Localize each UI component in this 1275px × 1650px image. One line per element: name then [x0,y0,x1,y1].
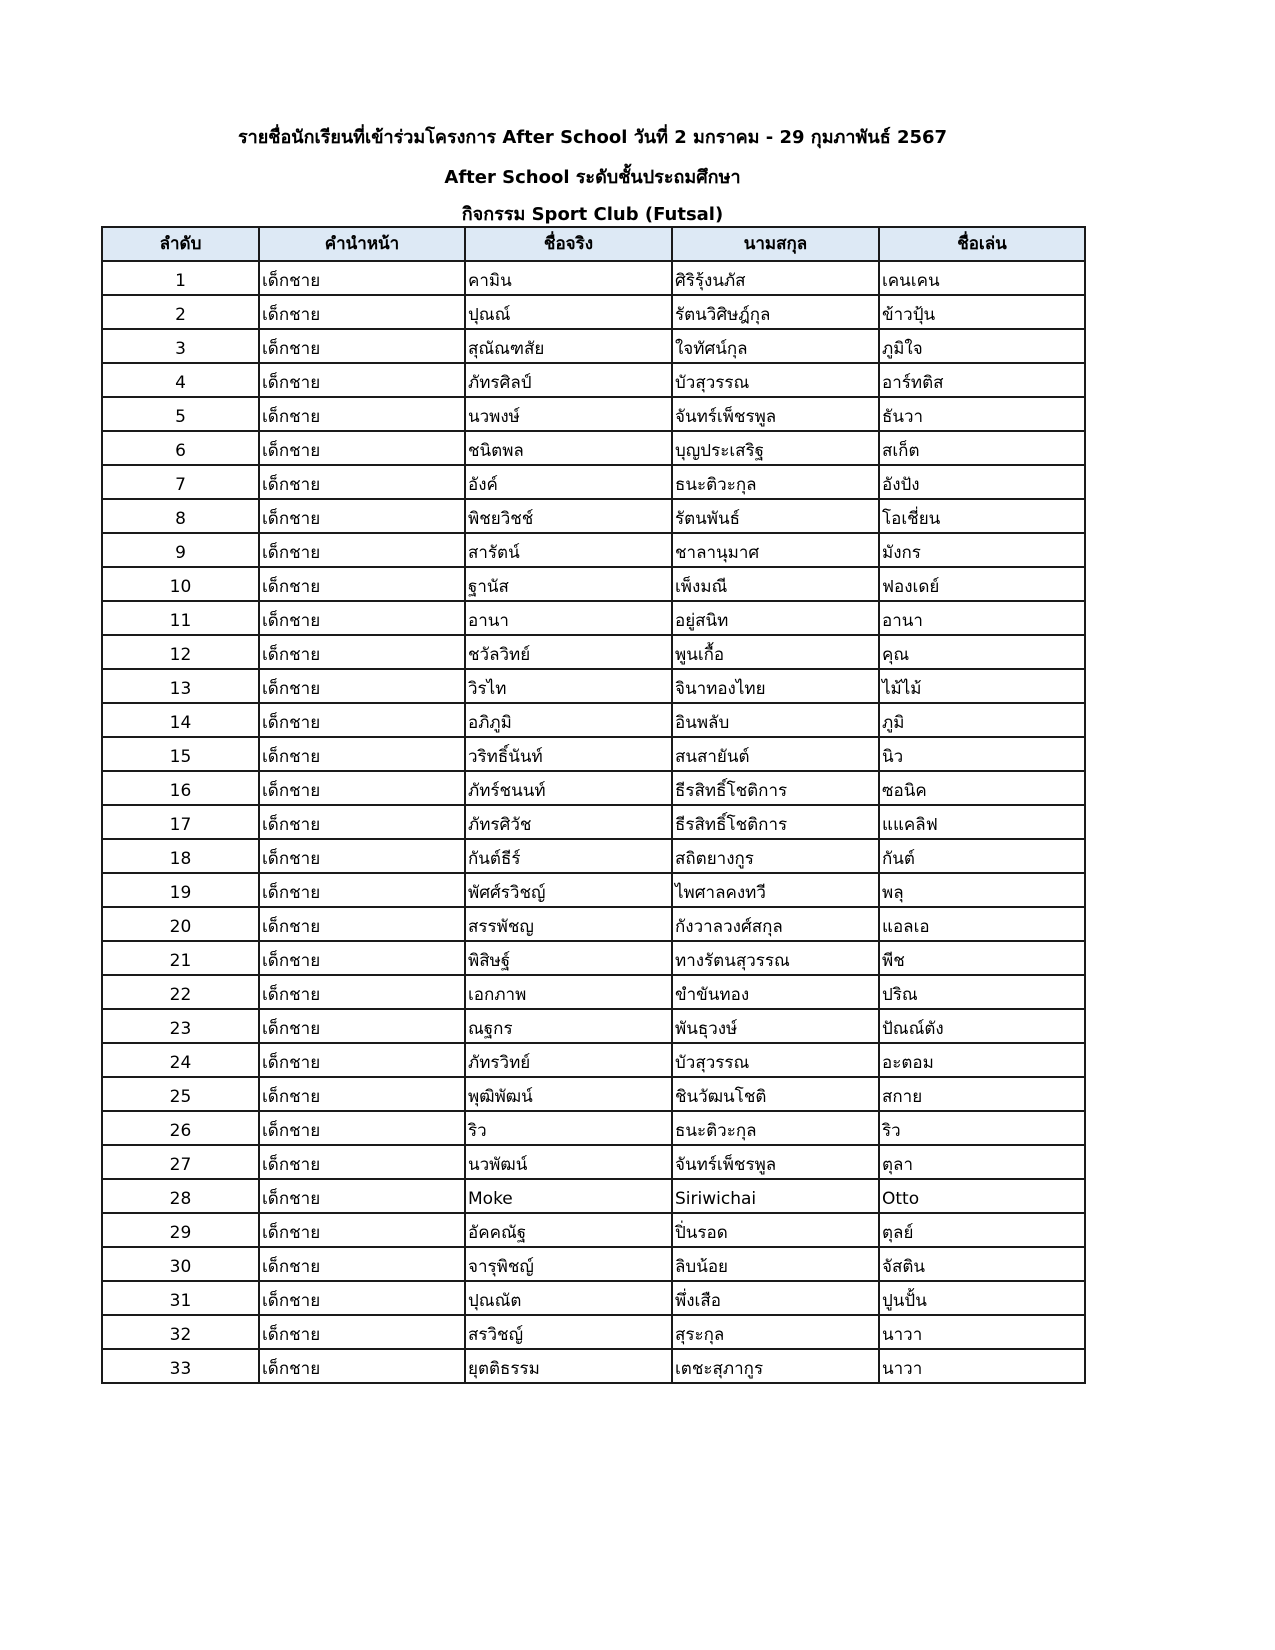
cell-nickname: ธันวา [879,397,1085,431]
cell-prefix: เด็กชาย [259,1281,465,1315]
table-row [102,1145,1085,1179]
cell-nickname: ซอนิค [879,771,1085,805]
cell-first-name: ภัทรศิลป์ [465,363,672,397]
cell-nickname: นิว [879,737,1085,771]
cell-prefix: เด็กชาย [259,431,465,465]
cell-last-name: เพ็งมณี [672,567,879,601]
cell-first-name: จารุพิชญ์ [465,1247,672,1281]
cell-order: 25 [102,1077,259,1111]
cell-prefix: เด็กชาย [259,1043,465,1077]
cell-first-name: ณฐกร [465,1009,672,1043]
cell-order: 31 [102,1281,259,1315]
table-row [102,397,1085,431]
cell-last-name: ชินวัฒนโชติ [672,1077,879,1111]
table-row [102,1247,1085,1281]
cell-order: 23 [102,1009,259,1043]
table-row [102,295,1085,329]
cell-prefix: เด็กชาย [259,329,465,363]
cell-first-name: วิรไท [465,669,672,703]
cell-first-name: อังค์ [465,465,672,499]
table-row [102,499,1085,533]
cell-order: 24 [102,1043,259,1077]
column-header-first-name: ชื่อจริง [465,227,672,261]
cell-nickname: แแคลิฟ [879,805,1085,839]
student-roster-table [101,226,1086,1384]
cell-order: 16 [102,771,259,805]
cell-nickname: พลุ [879,873,1085,907]
cell-first-name: ชวัลวิทย์ [465,635,672,669]
cell-first-name: ยุตติธรรม [465,1349,672,1383]
table-row [102,1213,1085,1247]
cell-last-name: ทางรัตนสุวรรณ [672,941,879,975]
cell-prefix: เด็กชาย [259,1145,465,1179]
cell-prefix: เด็กชาย [259,465,465,499]
cell-first-name: ฐานัส [465,567,672,601]
cell-nickname: พีช [879,941,1085,975]
cell-first-name: สุณัณฑสัย [465,329,672,363]
cell-nickname: อานา [879,601,1085,635]
cell-order: 13 [102,669,259,703]
table-row [102,1281,1085,1315]
cell-last-name: จันทร์เพ็ชรพูล [672,397,879,431]
cell-nickname: กันต์ [879,839,1085,873]
table-row [102,669,1085,703]
cell-prefix: เด็กชาย [259,703,465,737]
cell-order: 27 [102,1145,259,1179]
table-row [102,1179,1085,1213]
cell-nickname: ริว [879,1111,1085,1145]
table-row [102,975,1085,1009]
cell-last-name: จินาทองไทย [672,669,879,703]
column-header-order: ลำดับ [102,227,259,261]
cell-last-name: บัวสุวรรณ [672,363,879,397]
table-row [102,635,1085,669]
cell-first-name: พัศศ์รวิชญ์ [465,873,672,907]
cell-order: 20 [102,907,259,941]
cell-last-name: พูนเกื้อ [672,635,879,669]
cell-first-name: สรรพัชญ [465,907,672,941]
cell-nickname: มังกร [879,533,1085,567]
table-row [102,567,1085,601]
cell-last-name: ธีรสิทธิ์โชติการ [672,771,879,805]
table-row [102,1077,1085,1111]
cell-nickname: Otto [879,1179,1085,1213]
table-body [102,261,1085,1383]
cell-first-name: ปุณณ์ [465,295,672,329]
cell-prefix: เด็กชาย [259,601,465,635]
cell-prefix: เด็กชาย [259,363,465,397]
cell-last-name: อินพลับ [672,703,879,737]
cell-first-name: Moke [465,1179,672,1213]
table-row [102,839,1085,873]
cell-nickname: แอลเอ [879,907,1085,941]
cell-prefix: เด็กชาย [259,1179,465,1213]
cell-last-name: บัวสุวรรณ [672,1043,879,1077]
cell-nickname: อะตอม [879,1043,1085,1077]
table-row [102,431,1085,465]
cell-first-name: อัคคณัฐ [465,1213,672,1247]
cell-prefix: เด็กชาย [259,635,465,669]
cell-nickname: ตุลย์ [879,1213,1085,1247]
cell-order: 19 [102,873,259,907]
cell-last-name: Siriwichai [672,1179,879,1213]
cell-nickname: สเก็ต [879,431,1085,465]
cell-first-name: สรวิชญ์ [465,1315,672,1349]
cell-order: 12 [102,635,259,669]
cell-nickname: นาวา [879,1349,1085,1383]
table-header-row [102,227,1085,261]
cell-first-name: นวพงษ์ [465,397,672,431]
cell-last-name: บุญประเสริฐ [672,431,879,465]
cell-last-name: สุระกุล [672,1315,879,1349]
cell-nickname: อาร์ทติส [879,363,1085,397]
cell-last-name: ลิบน้อย [672,1247,879,1281]
cell-prefix: เด็กชาย [259,669,465,703]
cell-nickname: โอเชี่ยน [879,499,1085,533]
cell-first-name: เอกภาพ [465,975,672,1009]
cell-prefix: เด็กชาย [259,805,465,839]
cell-first-name: ภัทร์ชนนท์ [465,771,672,805]
cell-prefix: เด็กชาย [259,873,465,907]
cell-nickname: สกาย [879,1077,1085,1111]
cell-last-name: ธนะติวะกุล [672,1111,879,1145]
table-row [102,1043,1085,1077]
cell-order: 21 [102,941,259,975]
cell-order: 5 [102,397,259,431]
cell-first-name: วริทธิ์นันท์ [465,737,672,771]
table-row [102,261,1085,295]
cell-first-name: พิสิษฐ์ [465,941,672,975]
cell-prefix: เด็กชาย [259,907,465,941]
cell-nickname: จัสติน [879,1247,1085,1281]
cell-prefix: เด็กชาย [259,839,465,873]
cell-prefix: เด็กชาย [259,1315,465,1349]
cell-prefix: เด็กชาย [259,295,465,329]
cell-order: 10 [102,567,259,601]
cell-order: 3 [102,329,259,363]
cell-first-name: พุฒิพัฒน์ [465,1077,672,1111]
cell-order: 28 [102,1179,259,1213]
cell-first-name: อานา [465,601,672,635]
cell-order: 9 [102,533,259,567]
cell-last-name: ธนะติวะกุล [672,465,879,499]
cell-order: 32 [102,1315,259,1349]
cell-first-name: คามิน [465,261,672,295]
cell-prefix: เด็กชาย [259,771,465,805]
document-subtitle-level: After School ระดับชั้นประถมศึกษา [444,167,741,188]
cell-prefix: เด็กชาย [259,975,465,1009]
cell-first-name: สารัตน์ [465,533,672,567]
cell-first-name: ภัทรศิวัช [465,805,672,839]
table-row [102,703,1085,737]
cell-last-name: ไพศาลคงทวี [672,873,879,907]
cell-prefix: เด็กชาย [259,397,465,431]
cell-first-name: ภัทรวิทย์ [465,1043,672,1077]
document-subtitle-activity: กิจกรรม Sport Club (Futsal) [461,204,724,225]
cell-prefix: เด็กชาย [259,1213,465,1247]
cell-last-name: สนสายันต์ [672,737,879,771]
table-row [102,737,1085,771]
document-title: รายชื่อนักเรียนที่เข้าร่วมโครงการ After School วันที่ 2 มกราคม - 29 กุมภาพันธ์ 2567 [237,127,948,148]
cell-order: 30 [102,1247,259,1281]
cell-order: 29 [102,1213,259,1247]
column-header-nickname: ชื่อเล่น [879,227,1085,261]
cell-last-name: ปิ่นรอด [672,1213,879,1247]
cell-order: 33 [102,1349,259,1383]
table-row [102,465,1085,499]
cell-last-name: เตชะสุภากูร [672,1349,879,1383]
table-row [102,601,1085,635]
cell-prefix: เด็กชาย [259,1247,465,1281]
cell-last-name: ธีรสิทธิ์โชติการ [672,805,879,839]
cell-last-name: ศิริรุ้งนภัส [672,261,879,295]
cell-order: 8 [102,499,259,533]
table-row [102,873,1085,907]
table-row [102,1009,1085,1043]
cell-nickname: เคนเคน [879,261,1085,295]
cell-prefix: เด็กชาย [259,261,465,295]
cell-last-name: ขำขันทอง [672,975,879,1009]
cell-first-name: พิชยวิชช์ [465,499,672,533]
cell-nickname: ปัณณ์ตัง [879,1009,1085,1043]
cell-order: 22 [102,975,259,1009]
cell-nickname: ปูนปั้น [879,1281,1085,1315]
cell-order: 1 [102,261,259,295]
cell-order: 14 [102,703,259,737]
cell-first-name: กันต์ธีร์ [465,839,672,873]
cell-order: 7 [102,465,259,499]
table-row [102,1349,1085,1383]
cell-last-name: พึ่งเสือ [672,1281,879,1315]
cell-last-name: กังวาลวงศ์สกุล [672,907,879,941]
table-row [102,805,1085,839]
cell-order: 11 [102,601,259,635]
cell-first-name: ชนิตพล [465,431,672,465]
cell-nickname: นาวา [879,1315,1085,1349]
table-row [102,1111,1085,1145]
cell-prefix: เด็กชาย [259,533,465,567]
table-row [102,771,1085,805]
cell-last-name: อยู่สนิท [672,601,879,635]
cell-nickname: ข้าวปุ้น [879,295,1085,329]
cell-order: 17 [102,805,259,839]
cell-last-name: รัตนวิศิษฎ์กุล [672,295,879,329]
cell-nickname: คุณ [879,635,1085,669]
cell-order: 15 [102,737,259,771]
table-row [102,907,1085,941]
cell-prefix: เด็กชาย [259,1349,465,1383]
cell-last-name: ชาลานุมาศ [672,533,879,567]
cell-last-name: รัตนพันธ์ [672,499,879,533]
cell-prefix: เด็กชาย [259,1111,465,1145]
cell-first-name: อภิภูมิ [465,703,672,737]
table-row [102,1315,1085,1349]
cell-order: 6 [102,431,259,465]
table-row [102,533,1085,567]
table-row [102,363,1085,397]
cell-last-name: สถิตยางกูร [672,839,879,873]
cell-nickname: ไม้ไม้ [879,669,1085,703]
cell-order: 18 [102,839,259,873]
cell-order: 2 [102,295,259,329]
cell-nickname: ภูมิ [879,703,1085,737]
table-row [102,941,1085,975]
cell-nickname: ปริณ [879,975,1085,1009]
cell-prefix: เด็กชาย [259,941,465,975]
cell-nickname: ฟองเดย์ [879,567,1085,601]
cell-last-name: พันธุวงษ์ [672,1009,879,1043]
cell-nickname: อังปัง [879,465,1085,499]
cell-prefix: เด็กชาย [259,567,465,601]
cell-order: 26 [102,1111,259,1145]
cell-first-name: ริว [465,1111,672,1145]
column-header-prefix: คำนำหน้า [259,227,465,261]
cell-last-name: จันทร์เพ็ชรพูล [672,1145,879,1179]
cell-prefix: เด็กชาย [259,1077,465,1111]
table-row [102,329,1085,363]
column-header-last-name: นามสกุล [672,227,879,261]
cell-first-name: ปุณณัต [465,1281,672,1315]
cell-first-name: นวพัฒน์ [465,1145,672,1179]
cell-order: 4 [102,363,259,397]
cell-last-name: ใจทัศน์กุล [672,329,879,363]
cell-prefix: เด็กชาย [259,737,465,771]
cell-nickname: ตุลา [879,1145,1085,1179]
cell-nickname: ภูมิใจ [879,329,1085,363]
cell-prefix: เด็กชาย [259,499,465,533]
cell-prefix: เด็กชาย [259,1009,465,1043]
